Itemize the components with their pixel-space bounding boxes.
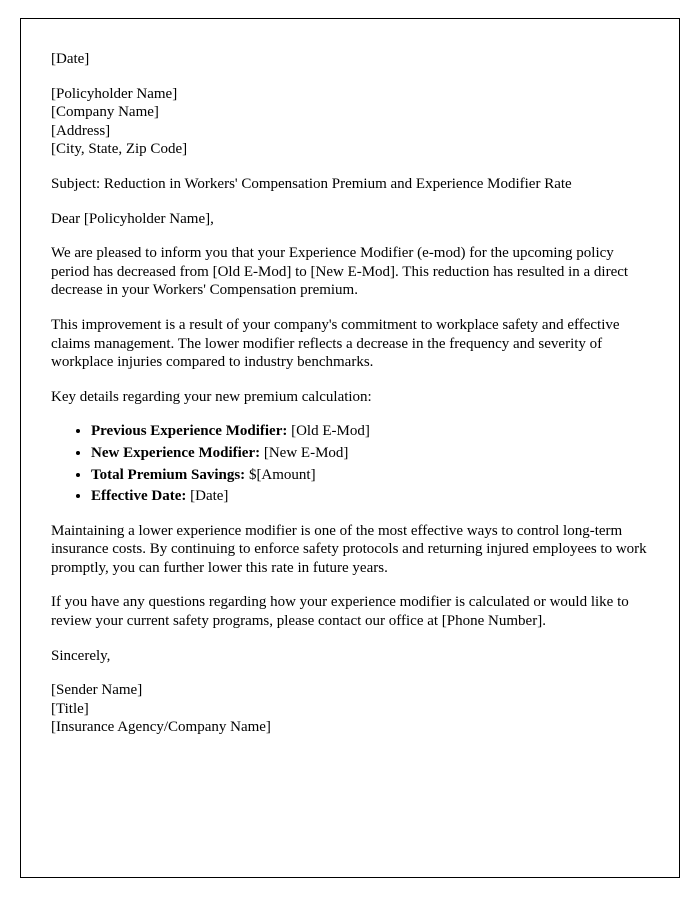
letter-date: [Date]	[51, 51, 90, 67]
recipient-address: [Address]	[51, 122, 111, 139]
sender-name: [Sender Name]	[51, 682, 143, 699]
closing: Sincerely,	[51, 647, 111, 664]
paragraph-key-details-intro: Key details regarding your new premium calculation:	[51, 388, 372, 405]
list-item-label: Total Premium Savings:	[91, 466, 246, 483]
paragraph-improvement: This improvement is a result of your company's commitment to workplace safety and effective claims management. The lower modifier reflects a decrease in the frequency and severity of workplace injuries compared to industry benchmarks.	[51, 316, 620, 371]
recipient-city-state-zip: [City, State, Zip Code]	[51, 141, 188, 158]
subject-line: Subject: Reduction in Workers' Compensation Premium and Experience Modifier Rate	[51, 175, 572, 192]
list-item-value: $[Amount]	[245, 466, 316, 483]
list-item-label: New Experience Modifier:	[91, 444, 261, 461]
salutation: Dear [Policyholder Name],	[51, 210, 214, 227]
paragraph-maintaining-modifier: Maintaining a lower experience modifier is one of the most effective ways to control long-term insurance costs. By continuing to enforce safety protocols and returning injured employees to work promptly, you can further lower this rate in future years.	[51, 522, 647, 576]
list-item-previous-modifier	[91, 422, 649, 441]
list-item-label: Previous Experience Modifier:	[91, 423, 288, 440]
list-item-new-modifier	[91, 444, 649, 463]
sender-title: [Title]	[51, 700, 89, 717]
key-details-list	[51, 422, 649, 505]
signature-block	[51, 681, 649, 737]
list-item-value: [Old E-Mod]	[287, 423, 370, 440]
sender-company: [Insurance Agency/Company Name]	[51, 719, 271, 736]
letter-document	[20, 18, 680, 878]
list-item-effective-date	[91, 487, 649, 506]
recipient-company: [Company Name]	[51, 104, 159, 121]
list-item-label: Effective Date:	[91, 488, 187, 505]
recipient-address-block	[51, 85, 649, 159]
recipient-name: [Policyholder Name]	[51, 85, 178, 102]
list-item-premium-savings	[91, 466, 649, 485]
list-item-value: [New E-Mod]	[260, 444, 349, 461]
list-item-value: [Date]	[186, 488, 229, 505]
paragraph-questions-contact: If you have any questions regarding how your experience modifier is calculated or would like to review your current safety programs, please contact our office at [Phone Number].	[51, 594, 629, 630]
paragraph-emod-decrease: We are pleased to inform you that your Experience Modifier (e-mod) for the upcoming policy period has decreased from [Old E-Mod] to [New E-Mod]. This reduction has resulted in a direct decrease in your Workers' Compensation premium.	[51, 245, 629, 299]
